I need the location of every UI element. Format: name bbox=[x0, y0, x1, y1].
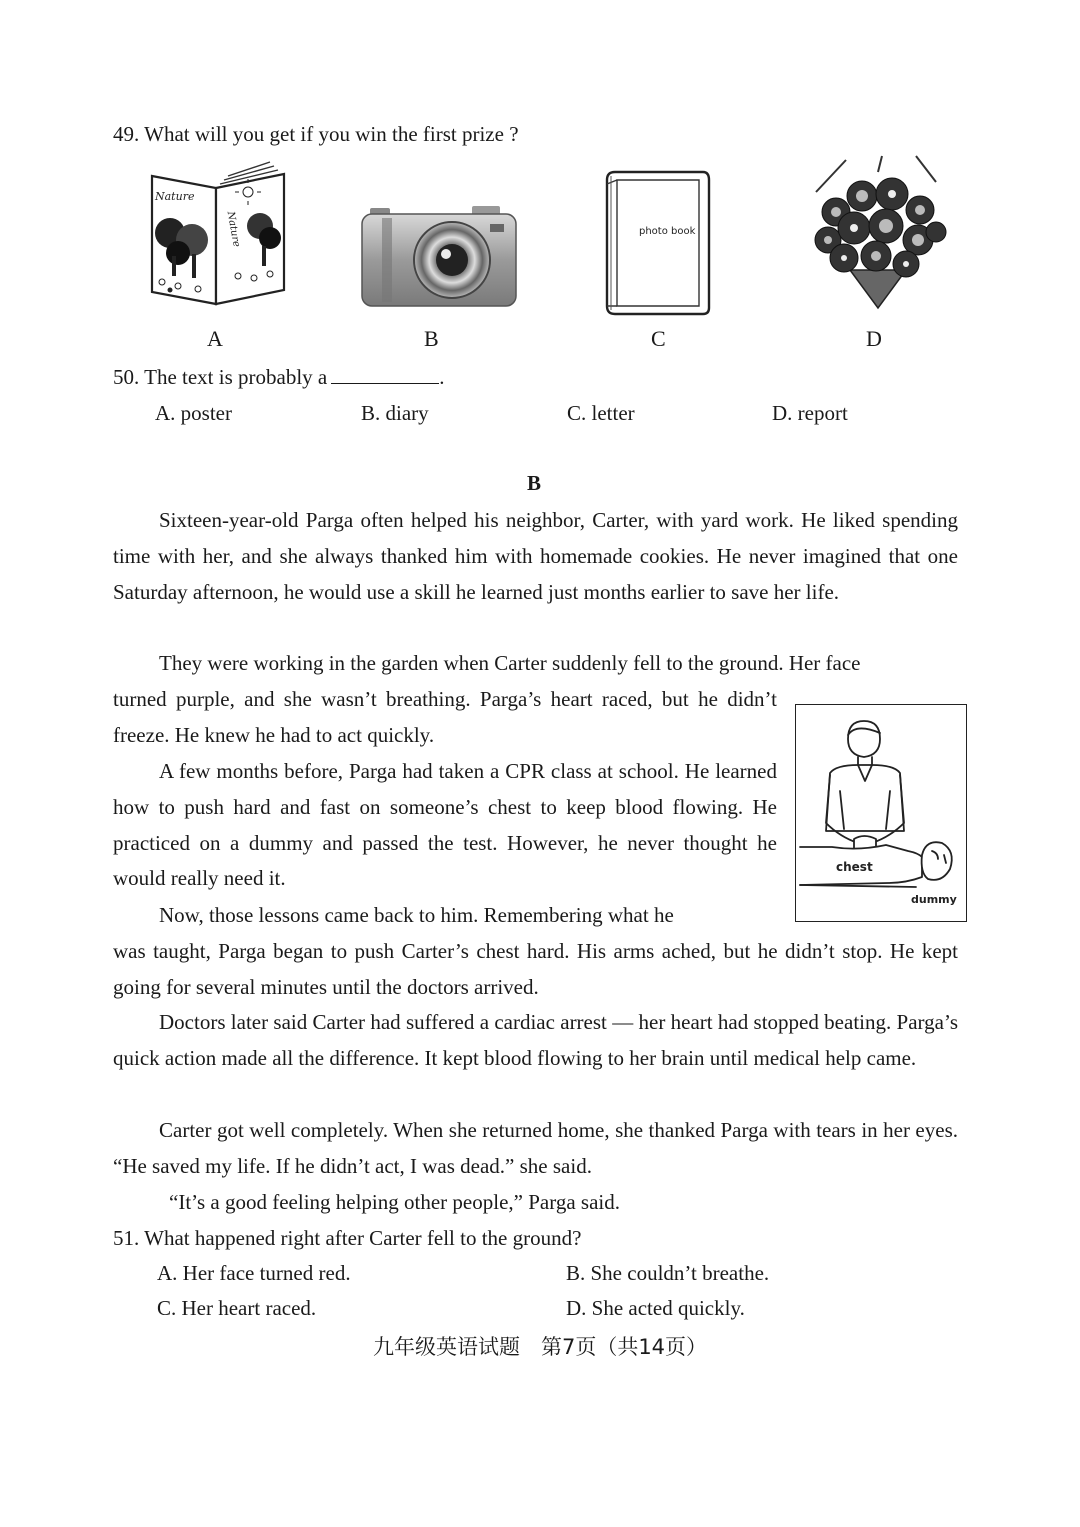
passage-paragraph-2: They were working in the garden when Carter suddenly fell to the ground. Her face bbox=[159, 651, 861, 675]
answer-blank bbox=[331, 365, 439, 384]
passage-paragraph-4-cont: was taught, Parga began to push Carter’s chest hard. His arms ached, but he didn’t stop. He kept going for several minutes until the doctors arrived. bbox=[113, 939, 958, 999]
svg-text:Nature: Nature bbox=[224, 210, 242, 248]
cpr-illustration bbox=[795, 704, 967, 922]
passage-paragraph-6: Carter got well completely. When she returned home, she thanked Parga with tears in her eyes. “He saved my life. If he didn’t act, I was dead.” she said. bbox=[113, 1118, 958, 1178]
q50-option-b: B. diary bbox=[361, 401, 429, 425]
dummy-label: dummy bbox=[911, 893, 957, 906]
page-footer: 九年级英语试题 第7页（共14页） bbox=[372, 1335, 708, 1359]
passage-paragraph-7: “It’s a good feeling helping other people,” Parga said. bbox=[169, 1190, 620, 1214]
q50-option-a: A. poster bbox=[155, 401, 232, 425]
flower-bouquet-icon bbox=[806, 152, 952, 312]
passage-paragraph-4: Now, those lessons came back to him. Remembering what he bbox=[159, 903, 674, 927]
q51-option-c: C. Her heart raced. bbox=[157, 1296, 317, 1320]
q51-option-b: B. She couldn’t breathe. bbox=[566, 1261, 770, 1285]
camera-icon bbox=[360, 196, 518, 308]
svg-text:photo book: photo book bbox=[639, 226, 696, 237]
cpr-drawing-icon bbox=[796, 705, 965, 920]
q49-option-d-label: D bbox=[866, 326, 882, 351]
q51-option-d: D. She acted quickly. bbox=[566, 1296, 745, 1320]
passage-paragraph-1: Sixteen-year-old Parga often helped his neighbor, Carter, with yard work. He liked spending time with her, and she always thanked him with homemade cookies. He never imagined that one Saturday afternoon, he would use a skill he learned just months earlier to save her life. bbox=[113, 508, 958, 604]
q49-option-c-label: C bbox=[651, 326, 666, 351]
q50-option-c: C. letter bbox=[567, 401, 635, 425]
passage-paragraph-3: A few months before, Parga had taken a CPR class at school. He learned how to push hard and fast on someone’s chest to keep blood flowing. He practiced on a dummy and passed the test. However, he never thought he would really need it. bbox=[113, 759, 777, 891]
section-heading: B bbox=[527, 471, 542, 495]
q51-stem: 51. What happened right after Carter fell to the ground? bbox=[113, 1226, 582, 1250]
q49-option-a-label: A bbox=[207, 326, 223, 351]
passage-paragraph-2-cont: turned purple, and she wasn’t breathing. Parga’s heart raced, but he didn’t freeze. He knew he had to act quickly. bbox=[113, 687, 777, 747]
q49-option-b-label: B bbox=[424, 326, 439, 351]
chest-label: chest bbox=[836, 860, 873, 874]
q50-option-d: D. report bbox=[772, 401, 848, 425]
q50-stem: 50. The text is probably a . bbox=[113, 365, 445, 389]
nature-book-icon bbox=[148, 158, 290, 310]
q49-stem: 49. What will you get if you win the first prize ? bbox=[113, 122, 519, 146]
photo-book-icon bbox=[603, 170, 711, 316]
q51-option-a: A. Her face turned red. bbox=[157, 1261, 351, 1285]
passage-paragraph-5: Doctors later said Carter had suffered a cardiac arrest — her heart had stopped beating. Parga’s quick action made all the difference. It kept blood flowing to her brain until medical help came. bbox=[113, 1010, 958, 1070]
svg-text:Nature: Nature bbox=[155, 190, 195, 203]
